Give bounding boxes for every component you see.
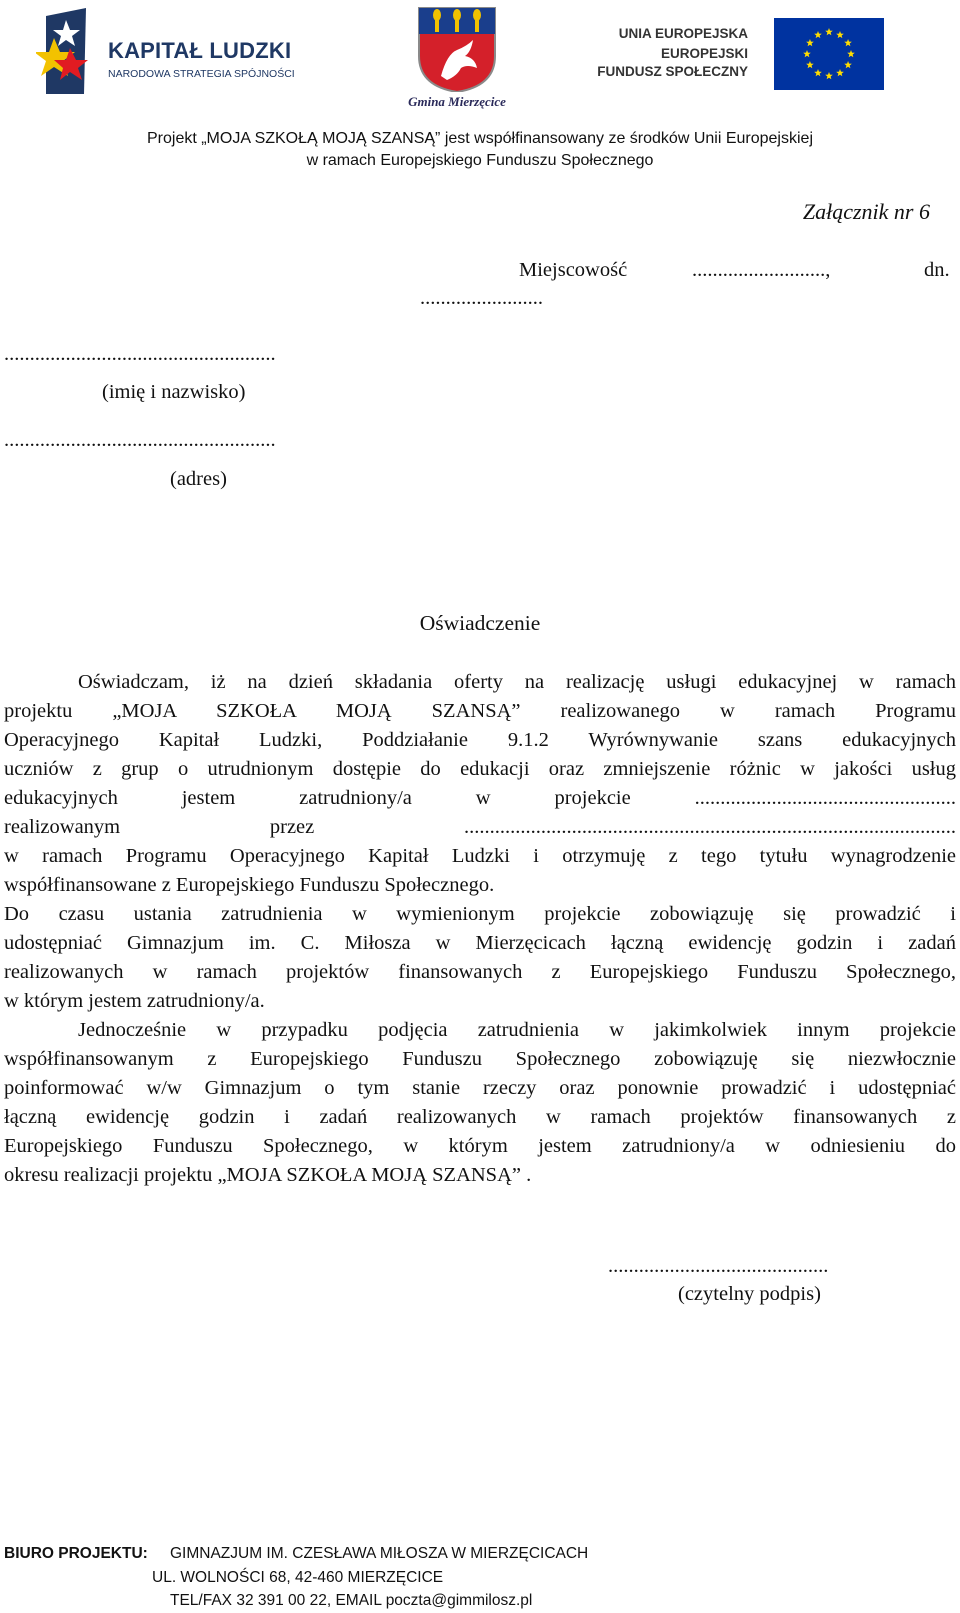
attachment-label: Załącznik nr 6	[802, 199, 930, 224]
footer-label: BIURO PROJEKTU:	[4, 1545, 148, 1562]
body-line: współfinansowane z Europejskiego Funduszu Społecznego.	[4, 874, 495, 896]
body-line: w którym jestem zatrudniony/a.	[4, 990, 265, 1012]
gmina-name: Gmina Mierzęcice	[408, 94, 506, 109]
eu-line1: UNIA EUROPEJSKA	[618, 26, 748, 41]
footer-line-2: UL. WOLNOŚCI 68, 42-460 MIERZĘCICE	[152, 1569, 444, 1586]
body-line: realizowanym przez ................................................................................................	[4, 816, 956, 838]
body-line: projektu „MOJA SZKOŁA MOJĄ SZANSĄ” realizowanego w ramach Programu	[4, 700, 956, 722]
body-line: okresu realizacji projektu „MOJA SZKOŁA MOJĄ SZANSĄ” .	[4, 1164, 532, 1186]
body-line: Oświadczam, iż na dzień składania oferty na realizację usługi edukacyjnej w ramach	[78, 671, 956, 693]
body-line: realizowanych w ramach projektów finansowanych z Europejskiego Funduszu Społecznego,	[4, 961, 956, 983]
body-line: uczniów z grup o utrudnionym dostępie do edukacji oraz zmniejszenie różnic w jakości usług	[4, 758, 956, 780]
date-label: dn.	[924, 259, 950, 281]
kapital-ludzki-subtitle: NARODOWA STRATEGIA SPÓJNOŚCI	[108, 68, 295, 80]
body-line: Jednocześnie w przypadku podjęcia zatrudnienia w jakimkolwiek innym projekcie	[78, 1019, 956, 1041]
project-line-1: Projekt „MOJA SZKOŁĄ MOJĄ SZANSĄ” jest współfinansowany ze środków Unii Europejskiej	[146, 130, 813, 147]
eu-line3: FUNDUSZ SPOŁECZNY	[597, 64, 748, 79]
body-line: w ramach Programu Operacyjnego Kapitał Ludzki i otrzymuję z tego tytułu wynagrodzenie	[4, 845, 956, 867]
name-label: (imię i nazwisko)	[102, 381, 246, 403]
eu-logo	[597, 16, 884, 92]
body-line: łączną ewidencję godzin i zadań realizowanych w ramach projektów finansowanych z	[4, 1106, 956, 1128]
document-title: Oświadczenie	[419, 611, 541, 635]
project-line-2: w ramach Europejskiego Funduszu Społecznego	[306, 152, 654, 169]
eu-flag-icon	[774, 18, 884, 90]
statement-body	[4, 668, 956, 1190]
address-dots: .....................................................	[4, 429, 276, 451]
footer-line-1: GIMNAZJUM IM. CZESŁAWA MIŁOSZA W MIERZĘCICACH	[170, 1545, 589, 1562]
kapital-ludzki-emblem-icon	[36, 8, 106, 96]
gmina-mierzecice-logo	[392, 6, 522, 110]
name-dots: .....................................................	[4, 343, 276, 365]
body-line: poinformować w/w Gimnazjum o tym stanie rzeczy oraz ponownie prowadzić i udostępniać	[4, 1077, 956, 1099]
body-line: udostępniać Gimnazjum im. C. Miłosza w Mierzęcicach łączną ewidencję godzin i zadań	[4, 932, 956, 954]
kapital-ludzki-logo	[36, 8, 306, 96]
address-label: (adres)	[170, 468, 227, 490]
place-label: Miejscowość	[519, 259, 628, 281]
kapital-ludzki-title: KAPITAŁ LUDZKI	[108, 38, 292, 63]
body-line: współfinansowanym z Europejskiego Funduszu Społecznego zobowiązuję się niezwłocznie	[4, 1048, 956, 1070]
date-dots: ........................	[420, 287, 543, 309]
signature-dots: ...........................................	[608, 1255, 829, 1277]
body-line: Do czasu ustania zatrudnienia w wymienionym projekcie zobowiązuję się prowadzić i	[4, 903, 956, 925]
eu-line2: EUROPEJSKI	[660, 46, 748, 61]
body-line: edukacyjnych jestem zatrudniony/a w projekcie ...................................................	[4, 787, 956, 809]
body-line: Europejskiego Funduszu Społecznego, w którym jestem zatrudniony/a w odniesieniu do	[4, 1135, 956, 1157]
place-dots: ..........................,	[692, 259, 831, 281]
footer-line-3: TEL/FAX 32 391 00 22, EMAIL poczta@gimmilosz.pl	[170, 1592, 533, 1609]
gmina-coat-of-arms-icon	[417, 6, 497, 92]
signature-label: (czytelny podpis)	[678, 1283, 821, 1305]
body-line: Operacyjnego Kapitał Ludzki, Poddziałanie 9.1.2 Wyrównywanie szans edukacyjnych	[4, 729, 956, 751]
